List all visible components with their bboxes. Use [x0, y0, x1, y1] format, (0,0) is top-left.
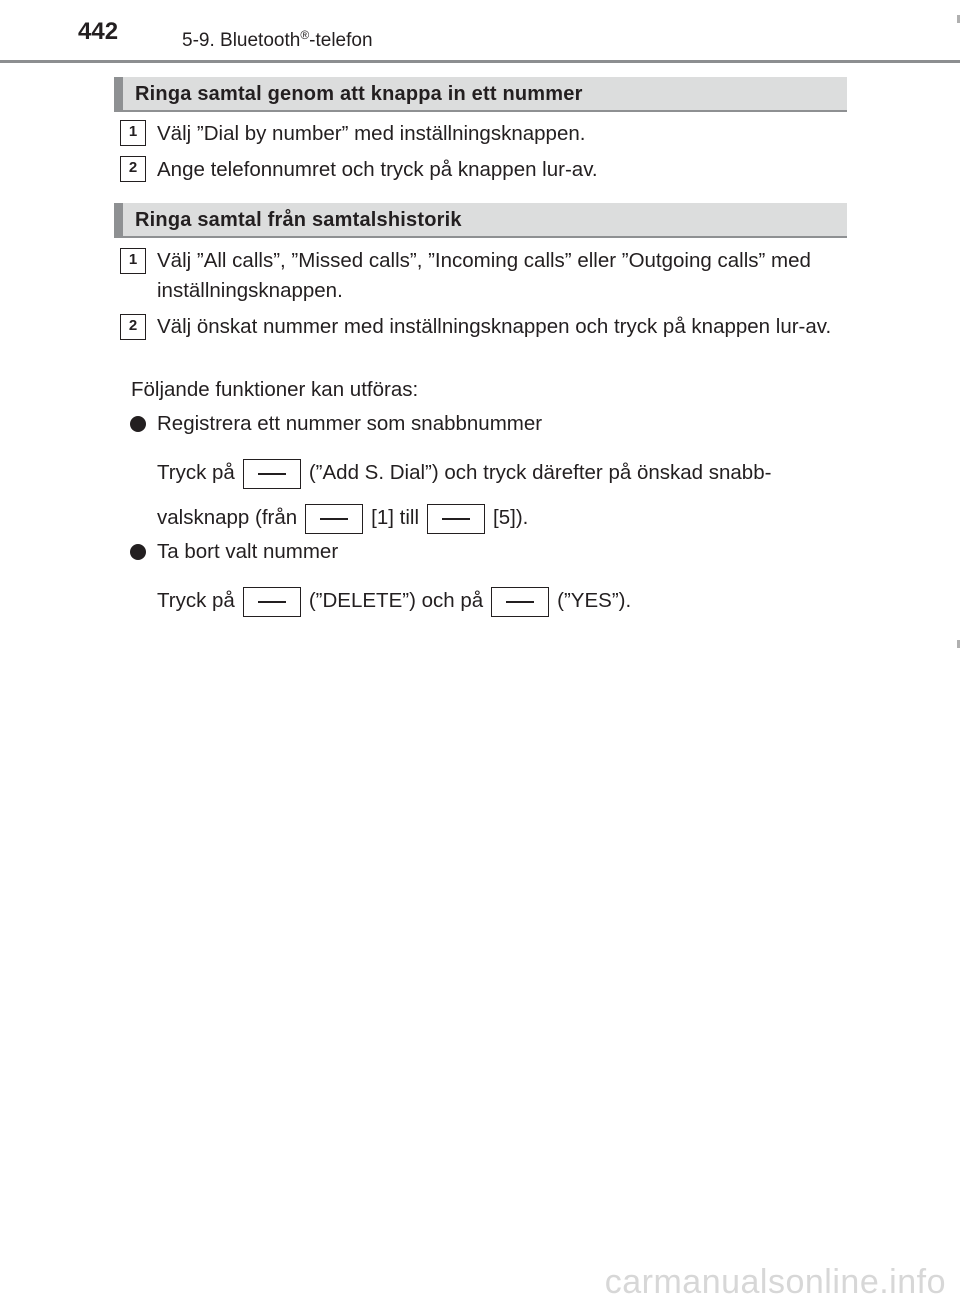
step-number-badge: 2 [120, 314, 146, 340]
instruction-text: Tryck på [157, 461, 235, 484]
chapter-title [182, 28, 373, 52]
section-header-dial-number [114, 77, 847, 112]
instruction-text: (”DELETE”) och på [308, 589, 484, 612]
chapter-suffix: -telefon [309, 30, 373, 51]
step-number-badge: 1 [120, 120, 146, 146]
section-header-call-history [114, 203, 847, 238]
dash-button-icon [243, 587, 301, 617]
dash-button-icon [243, 459, 301, 489]
watermark: carmanualsonline.info [604, 1263, 946, 1301]
section-title: Ringa samtal från samtalshistorik [135, 209, 462, 231]
registered-mark: ® [300, 28, 310, 42]
bullet-dot-icon [130, 544, 146, 560]
instruction-text: (”Add S. Dial”) och tryck därefter på önskad snabb- [308, 461, 772, 484]
step-text: Välj ”All calls”, ”Missed calls”, ”Incoming calls” eller ”Outgoing calls” med inställningsknappen. [157, 249, 811, 302]
step-text: Välj önskat nummer med inställningsknappen och tryck på knappen lur-av. [157, 315, 832, 338]
instruction-line [157, 458, 771, 489]
bullet-dot-icon [130, 416, 146, 432]
dash-button-icon [427, 504, 485, 534]
functions-intro: Följande funktioner kan utföras: [131, 378, 419, 401]
instruction-text: [5]). [493, 506, 529, 529]
instruction-line [157, 586, 631, 617]
page-number: 442 [78, 18, 119, 45]
dash-button-icon [491, 587, 549, 617]
step-text: Välj ”Dial by number” med inställningsknappen. [157, 122, 586, 145]
bullet-title: Registrera ett nummer som snabbnummer [157, 412, 543, 435]
instruction-text: Tryck på [157, 589, 235, 612]
step-number-badge: 2 [120, 156, 146, 182]
header-rule [0, 60, 960, 63]
chapter-prefix: 5-9. Bluetooth [182, 30, 301, 51]
step-text: Ange telefonnumret och tryck på knappen lur-av. [157, 158, 598, 181]
step-number-badge: 1 [120, 248, 146, 274]
bullet-title: Ta bort valt nummer [157, 540, 339, 563]
dash-button-icon [305, 504, 363, 534]
section-title: Ringa samtal genom att knappa in ett nummer [135, 83, 583, 105]
instruction-line [157, 503, 528, 534]
instruction-text: [1] till [371, 506, 420, 529]
instruction-text: valsknapp (från [157, 506, 298, 529]
instruction-text: (”YES”). [557, 589, 632, 612]
